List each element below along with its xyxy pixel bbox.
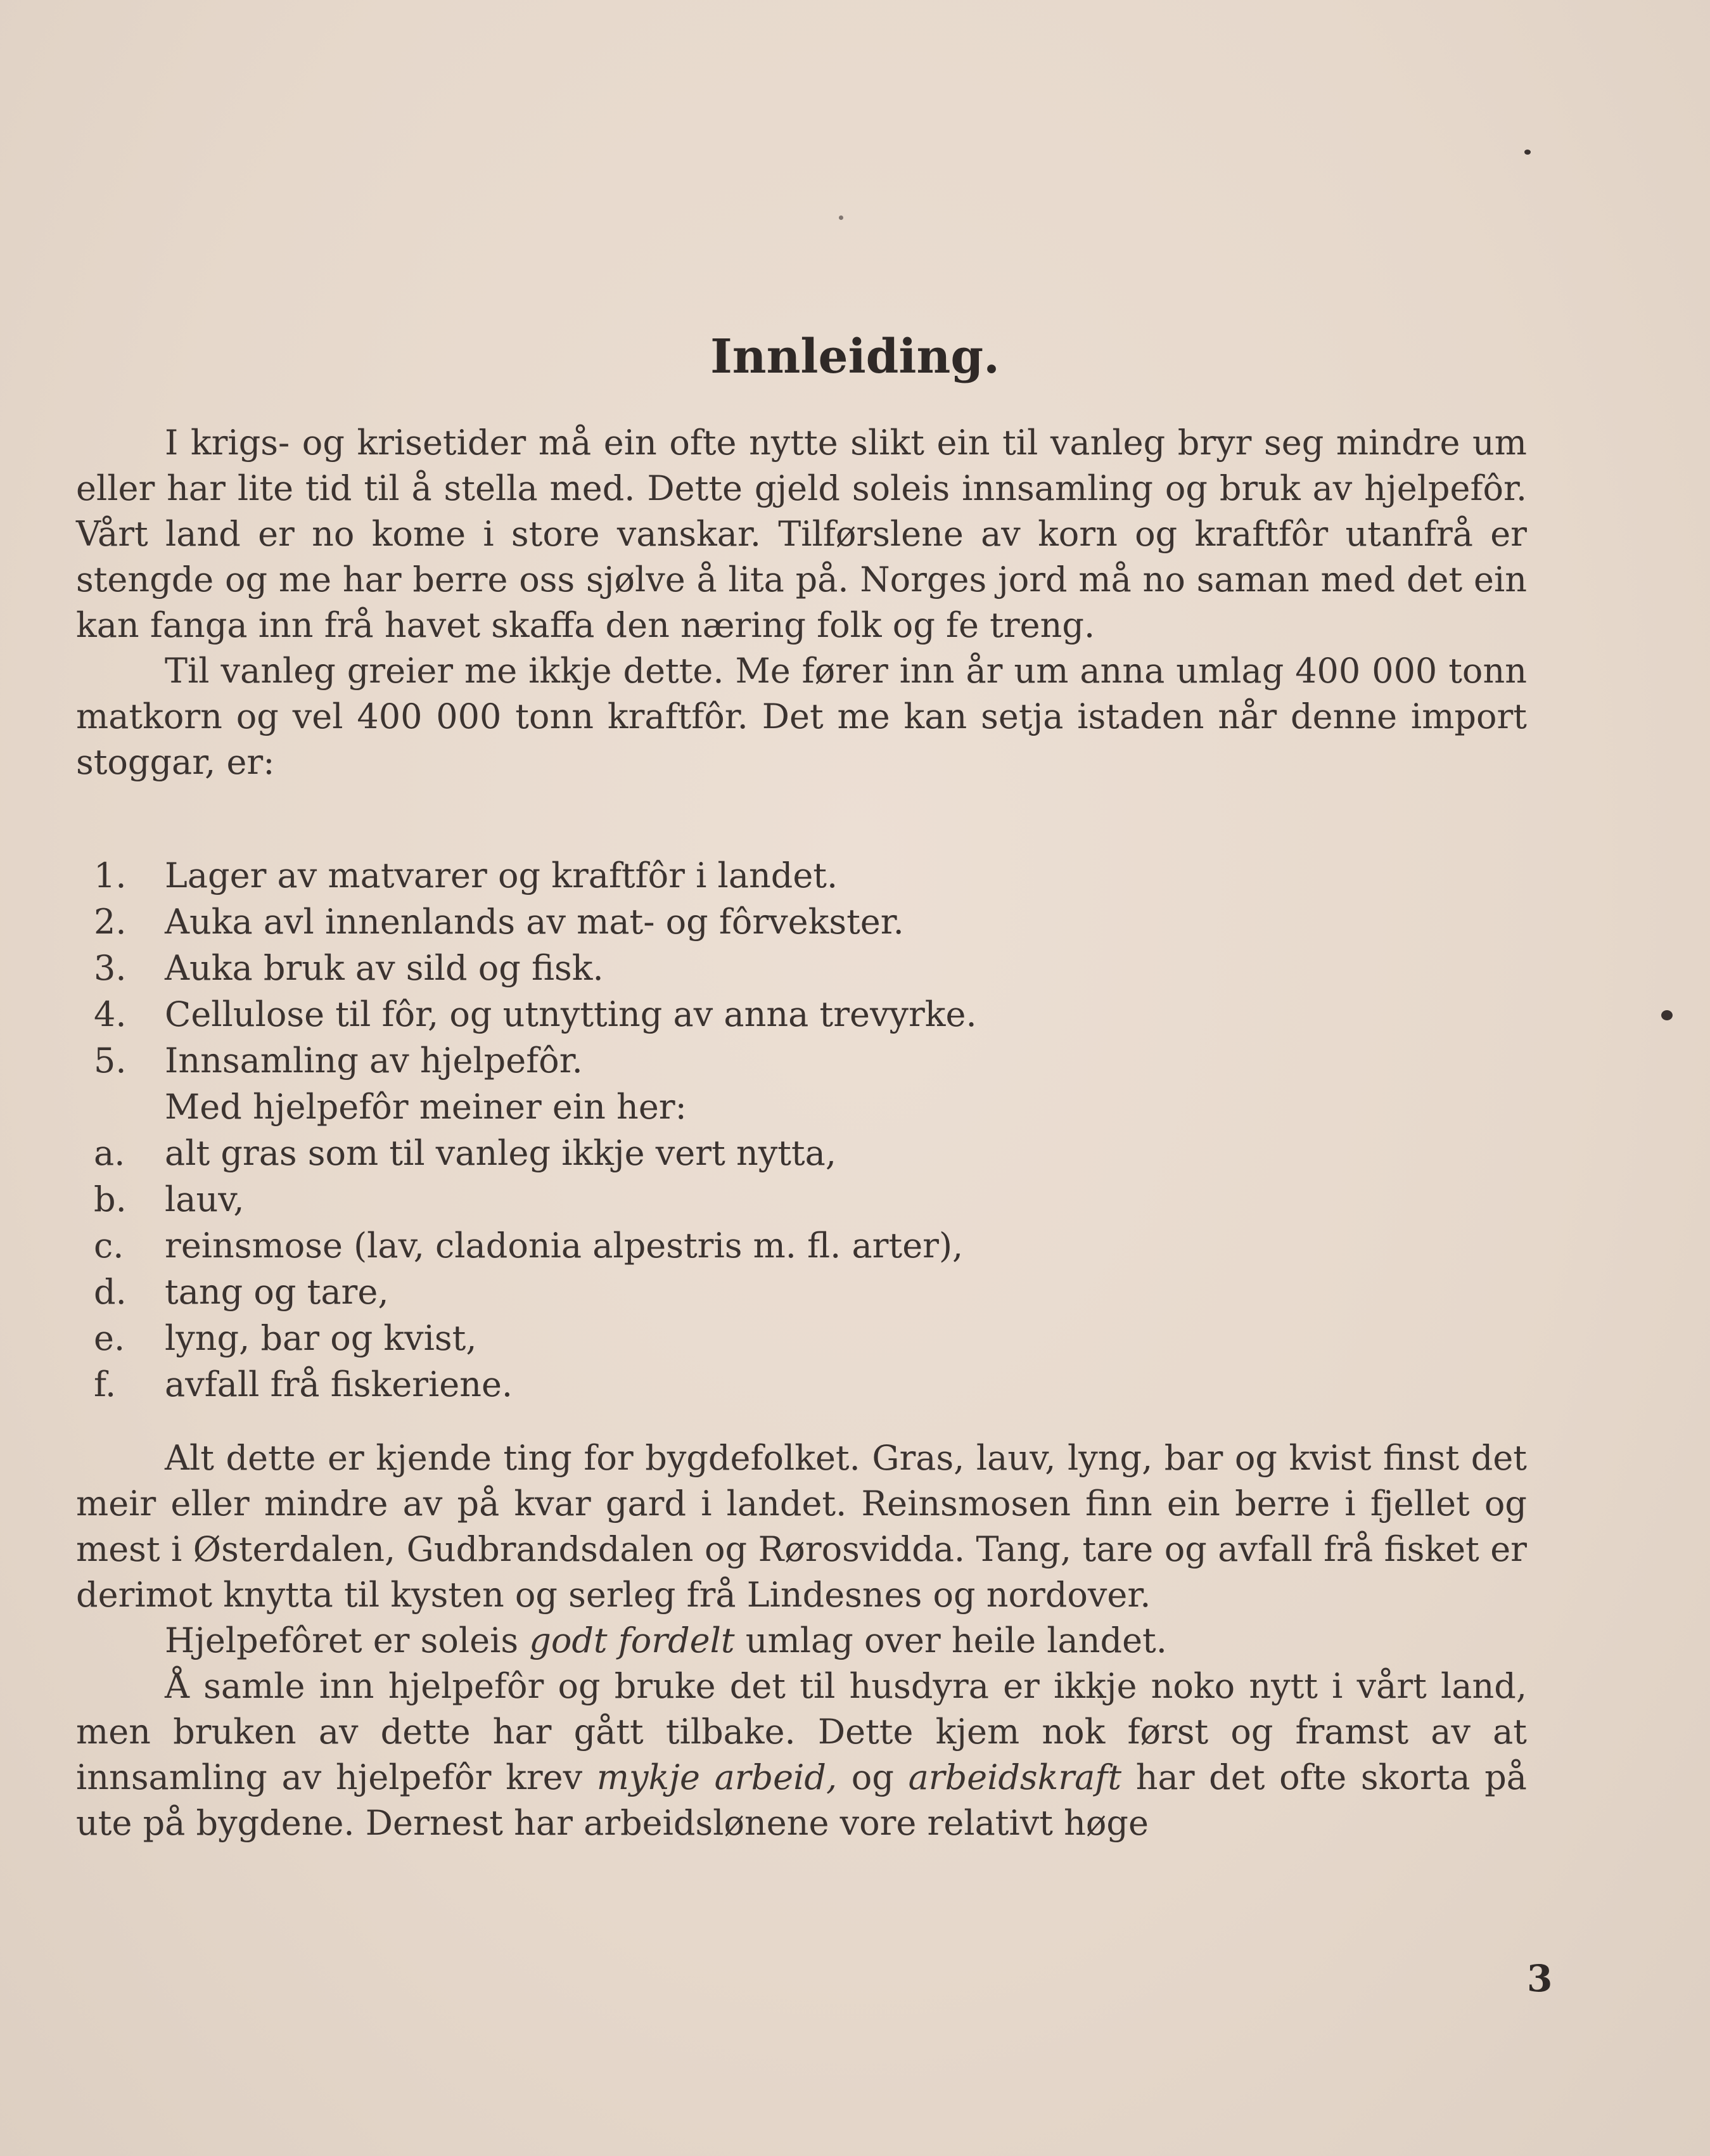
list-item-text: reinsmose (lav, cladonia alpestris m. fl. arter), [165, 1226, 964, 1266]
list-item [76, 899, 1527, 945]
list-item-text: tang og tare, [165, 1272, 389, 1312]
list-item-text: Auka avl innenlands av mat- og fôrvekster. [165, 902, 904, 942]
list-item [76, 1130, 1527, 1176]
list-marker: 4. [94, 994, 127, 1034]
list-item-text: avfall frå fiskeriene. [165, 1364, 513, 1404]
list-item [76, 991, 1527, 1037]
emphasis-text: mykje arbeid, [596, 1757, 838, 1797]
list-item [76, 1361, 1527, 1408]
list-item [76, 1269, 1527, 1315]
intro-section [76, 420, 1527, 785]
numbered-list [76, 852, 1527, 1408]
intro-paragraph-2: Til vanleg greier me ikkje dette. Me fører inn år um anna umlag 400 000 tonn matkorn og vel 400 000 tonn kraftfôr. Det me kan setja istaden når denne import stoggar, er: [76, 651, 1527, 782]
list-item-text: Innsamling av hjelpefôr. [165, 1041, 583, 1081]
list-item-text: Cellulose til fôr, og utnytting av anna trevyrke. [165, 994, 977, 1034]
list-item-text: Auka bruk av sild og fisk. [165, 948, 604, 988]
list-marker: 2. [94, 902, 127, 942]
page-number: 3 [1527, 1957, 1553, 2000]
list-marker: d. [94, 1272, 127, 1312]
list-marker: e. [94, 1318, 125, 1358]
list-item [76, 852, 1527, 899]
emphasis-text: godt fordelt [529, 1620, 735, 1660]
list-marker: c. [94, 1226, 124, 1266]
text-run: Hjelpefôret er soleis [165, 1620, 530, 1660]
list-item-text: lyng, bar og kvist, [165, 1318, 477, 1358]
text-run: og [837, 1757, 909, 1797]
list-item-text: alt gras som til vanleg ikkje vert nytta, [165, 1133, 836, 1173]
intro-paragraph-1: I krigs- og krisetider må ein ofte nytte slikt ein til vanleg bryr seg mindre um eller har lite tid til å stella med. Dette gjeld soleis innsamling og bruk av hjelpefôr. Vårt land er no kome i store vanskar. Tilførslene av korn og kraftfôr utanfrå er stengde og me har berre oss sjølve å lita på. Norges jord må no saman med det ein kan fanga inn frå havet skaffa den næring folk og fe treng. [76, 423, 1527, 645]
list-marker: a. [94, 1133, 125, 1173]
text-run: umlag over heile landet. [734, 1620, 1167, 1660]
list-item [76, 945, 1527, 991]
hjelpefor-intro: Med hjelpefôr meiner ein her: [165, 1087, 687, 1127]
body-section [76, 1435, 1527, 1846]
list-marker: 1. [94, 856, 127, 895]
text-run: Å samle inn hjelpefôr og bruke det til husdyra er ikkje noko nytt i vårt land, men bruken av dette har gått tilbake. Dette kjem nok først og framst av at innsamling av hjelpefôr krev [76, 1666, 1527, 1797]
body-paragraph-1: Alt dette er kjende ting for bygdefolket. Gras, lauv, lyng, bar og kvist finst det meir eller mindre av på kvar gard i landet. Reinsmosen finn ein berre i fjellet og mest i Østerdalen, Gudbrandsdalen og Rørosvidda. Tang, tare og avfall frå fisket er derimot knytta til kysten og serleg frå Lindesnes og nordover. [76, 1438, 1527, 1615]
ink-speck [839, 215, 843, 220]
text-run: har det ofte skorta på ute på bygdene. Dernest har arbeidslønene vore relativt høge [76, 1757, 1527, 1843]
list-item-text: Lager av matvarer og kraftfôr i landet. [165, 856, 838, 895]
list-marker: f. [94, 1364, 117, 1404]
ink-speck [1524, 150, 1531, 155]
list-item-text: lauv, [165, 1179, 245, 1219]
emphasis-text: arbeidskraft [908, 1757, 1122, 1797]
ink-speck [1661, 1010, 1673, 1020]
page-title: Innleiding. [710, 330, 1000, 384]
body-paragraph-2 [76, 1618, 1527, 1664]
body-paragraph-3 [76, 1664, 1527, 1846]
list-item [76, 1176, 1527, 1222]
list-marker: 5. [94, 1041, 127, 1081]
list-item [76, 1037, 1527, 1084]
list-item [76, 1222, 1527, 1269]
list-item [76, 1315, 1527, 1361]
list-marker: 3. [94, 948, 127, 988]
list-marker: b. [94, 1179, 127, 1219]
